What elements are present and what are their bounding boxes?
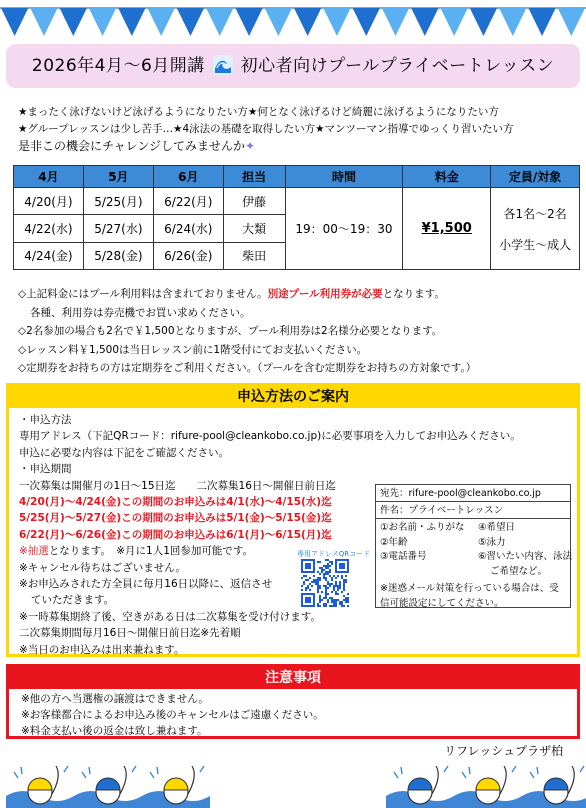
reply-note: ていただきます。 [31,594,115,607]
period-deadline: 5/25(月)～5/27(金)この期間のお申込みは5/1(金)～5/15(金)迄 [19,512,332,525]
date-cell: 6/24(水) [153,215,223,242]
swimmer-figure [6,766,74,808]
required-item: ④希望日 [478,522,516,533]
note-line: ◇定期券をお持ちの方は定期券をご利用ください。（プールを含む定期券をお持ちの方対象です。） [18,362,477,374]
required-item: ⑥習いたい内容、泳法 [478,551,573,562]
bunting-flag [30,8,57,36]
capacity-cell [491,188,580,270]
note-highlight: 別途プール利用券が必要 [267,288,383,300]
time-cell: 19：00～19：30 [285,188,403,270]
header-april: 4月 [14,166,84,188]
date-cell: 5/27(水) [83,215,153,242]
bunting-flag [470,8,497,36]
date-cell: 4/24(金) [14,242,84,269]
capacity-value: 各1名～2名 [503,206,567,221]
target-value: 小学生～成人 [499,237,572,252]
cancel-note: ※キャンセル待ちはございません。 [19,561,186,574]
header-capacity: 定員/対象 [491,166,580,188]
bunting-flag [382,8,409,36]
required-items [376,519,573,581]
bunting-flag [411,8,438,36]
lottery-note: ※抽選となります。 ※月に1人1回参加可能です。 [19,545,254,558]
page-title [6,44,580,88]
address-subject: 件名：プライベートレッスン [376,502,570,519]
schedule-header-row [14,166,580,188]
qr-code[interactable] [301,559,349,607]
bunting-flag [353,8,380,36]
wave-icon [213,55,233,75]
caution-item: ※お客様都合によるお申込み後のキャンセルはご遠慮ください。 [21,709,324,721]
note-line: ◇2名参加の場合も2名で￥1,500となりますが、プール利用券は2名様分必要となります。 [18,325,443,337]
period-deadline: 4/20(月)～4/24(金)この期間のお申込みは4/1(水)～4/15(水)迄 [19,496,332,509]
sparkle-icon: ✦ [245,139,256,153]
date-cell: 6/22(月) [153,188,223,215]
swimmer-figure [142,766,210,808]
method-text: 専用アドレス（下記QRコード：rifure-pool@cleankobo.co.jp)に必要事項を入力してお申込みください。 [19,430,521,443]
title-course: 初心者向けプールプライベートレッスン [240,56,555,76]
required-item: ①お名前・ふりがな [380,522,465,533]
application-heading: 申込方法のご案内 [9,386,577,408]
fee-notes [18,285,578,378]
period-text: 一次募集は開催月の1日～15日迄 二次募集16日～開催日前日迄 [19,479,336,492]
header-june: 6月 [153,166,223,188]
bunting-flag [528,8,555,36]
address-box [375,484,571,608]
date-cell: 5/28(金) [83,242,153,269]
bunting-flag [60,8,87,36]
address-to: 宛先：rifure-pool@cleankobo.co.jp [376,485,570,502]
period-label: ・申込期間 [19,463,72,476]
intro-line-1: ★まったく泳げないけど泳げるようになりたい方★何となく泳げるけど綺麗に泳げるようになりたい方 [18,106,499,118]
bunting-flag [441,8,468,36]
bunting-flag [177,8,204,36]
bunting-flag [558,8,585,36]
swimmer-figure [386,766,454,808]
bunting-flag [499,8,526,36]
required-item: ③電話番号 [380,551,427,562]
required-item: ご希望など。 [490,565,548,577]
bunting-flag [118,8,145,36]
bunting-decoration [0,0,586,40]
second-round-period: 二次募集期間毎月16日～開催日前日迄※先着順 [19,627,241,640]
bunting-flag [235,8,262,36]
header-price: 料金 [403,166,491,188]
date-cell: 5/25(月) [83,188,153,215]
swimmer-figure [522,766,586,808]
note-line: ◇レッスン料￥1,500は当日レッスン前に1階受付にてお支払いください。 [18,343,368,356]
caution-body [9,689,577,741]
application-section [6,383,580,657]
bunting-flag [206,8,233,36]
staff-cell: 柴田 [223,242,285,269]
second-round-note: ※一時募集期終了後、空きがある日は二次募集を受け付けます。 [19,610,321,623]
note-line: 各種、利用券は券売機でお買い求めください。 [30,306,251,319]
required-item: ②年齢 [380,536,408,548]
note-line: ◇上記料金にはプール利用料は含まれておりません。別途プール利用券が必要となります。 [18,288,445,300]
caution-item: ※料金支払い後の返金は致し兼ねます。 [21,725,208,737]
same-day-note: ※当日のお申込みは出来兼ねます。 [19,643,185,656]
header-staff: 担当 [223,166,285,188]
caution-item: ※他の方へ当選権の譲渡はできません。 [21,693,209,705]
header-may: 5月 [83,166,153,188]
method-text: 申込に必要な内容は下記をご確認ください。 [19,446,229,459]
swimmer-illustration [0,752,586,808]
bunting-flag [1,8,28,36]
date-cell: 4/22(水) [14,215,84,242]
header-time: 時間 [285,166,403,188]
bunting-flag [294,8,321,36]
required-item [380,565,478,580]
required-item: ⑤泳力 [478,536,506,548]
method-label: ・申込方法 [19,414,72,426]
bunting-flag [265,8,292,36]
title-period: 2026年4月～6月開講 [31,56,205,76]
organization-name: リフレッシュプラザ柏 [444,744,564,758]
reply-note: ※お申込みされた方全員に毎月16日以降に、返信させ [19,578,273,591]
caution-section [6,664,580,739]
date-cell: 6/26(金) [153,242,223,269]
price-cell: ¥1,500 [403,188,491,270]
staff-cell: 伊藤 [223,188,285,215]
intro-text [18,104,578,155]
date-cell: 4/20(月) [14,188,84,215]
table-row [14,188,580,215]
bunting-flag [148,8,175,36]
bunting-flag [323,8,350,36]
qr-label: 専用アドレスQRコード [297,550,371,558]
swimmer-figure [454,766,522,808]
spam-note: ※迷惑メール対策を行っている場合は、受信可能設定にしてください。 [380,583,559,609]
caution-heading: 注意事項 [9,667,577,689]
bunting-flag [89,8,116,36]
staff-cell: 大類 [223,215,285,242]
intro-line-3: 是非この機会にチャレンジしてみませんか✦ [18,139,256,153]
intro-line-2: ★グループレッスンは少し苦手…★4泳法の基礎を取得したい方★マンツーマン指導でゆっくり習いたい方 [18,123,514,135]
swimmer-figure [74,766,142,808]
period-deadline: 6/22(月)～6/26(金)この期間のお申込みは6/1(月)～6/15(月)迄 [19,528,332,541]
schedule-table [13,165,580,270]
